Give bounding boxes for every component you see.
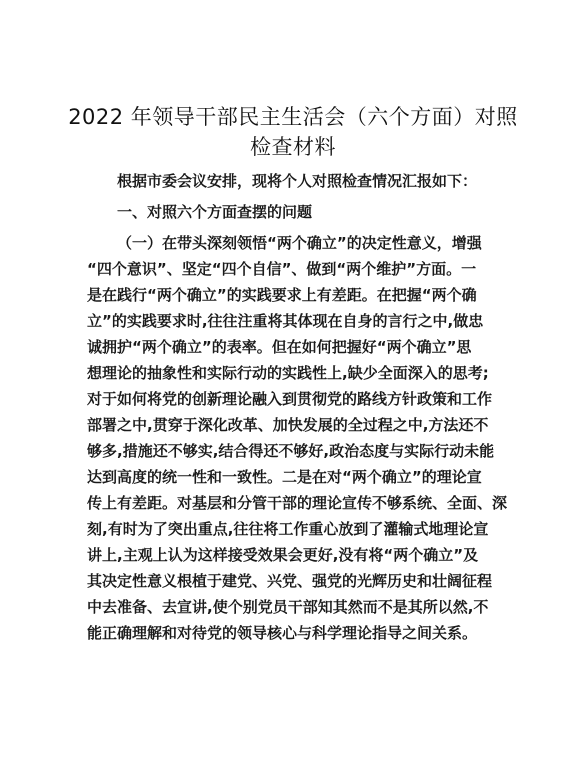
body-line: 想理论的抽象性和实际行动的实践性上,缺少全面深入的思考; (87, 364, 489, 382)
body-line: 能正确理解和对待党的领导核心与科学理论指导之间关系。 (87, 624, 478, 642)
intro-paragraph: 根据市委会议安排，现将个人对照检查情况汇报如下： (117, 172, 478, 190)
body-line: 刻,有时为了突出重点,往往将工作重心放到了灌输式地理论宣 (87, 520, 489, 538)
body-line: （一）在带头深刻领悟“两个确立”的决定性意义，增强 (117, 234, 482, 252)
body-line: 讲上,主观上认为这样接受效果会更好,没有将“两个确立”及 (87, 546, 479, 564)
body-line: 传上有差距。对基层和分管干部的理论宣传不够系统、全面、深 (87, 494, 508, 512)
body-line: 立”的实践要求时,往往注重将其体现在自身的言行之中,做忠 (87, 312, 484, 330)
document-title-line-1: 2022 年领导干部民主生活会（六个方面）对照 (68, 105, 518, 129)
body-line: “四个意识”、坚定“四个自信”、做到“两个维护”方面。一 (87, 260, 477, 278)
body-line: 部署之中,贯穿于深化改革、加快发展的全过程之中,方法还不 (87, 416, 489, 434)
body-line: 是在践行“两个确立”的实践要求上有差距。在把握“两个确 (87, 286, 477, 304)
document-title-line-2: 检查材料 (250, 135, 336, 159)
body-line: 其决定性意义根植于建党、兴党、强党的光辉历史和壮阔征程 (87, 572, 493, 590)
section-heading: 一、对照六个方面查摆的问题 (117, 203, 313, 221)
body-line: 达到高度的统一性和一致性。二是在对“两个确立”的理论宣 (87, 468, 482, 486)
body-line: 中去准备、去宣讲,使个别党员干部知其然而不是其所以然,不 (87, 598, 489, 616)
body-line: 对于如何将党的创新理论融入到贯彻党的路线方针政策和工作 (87, 390, 493, 408)
body-line: 够多,措施还不够实,结合得还不够好,政治态度与实际行动未能 (87, 442, 495, 460)
body-line: 诚拥护“两个确立”的表率。但在如何把握好“两个确立”思 (87, 338, 472, 356)
